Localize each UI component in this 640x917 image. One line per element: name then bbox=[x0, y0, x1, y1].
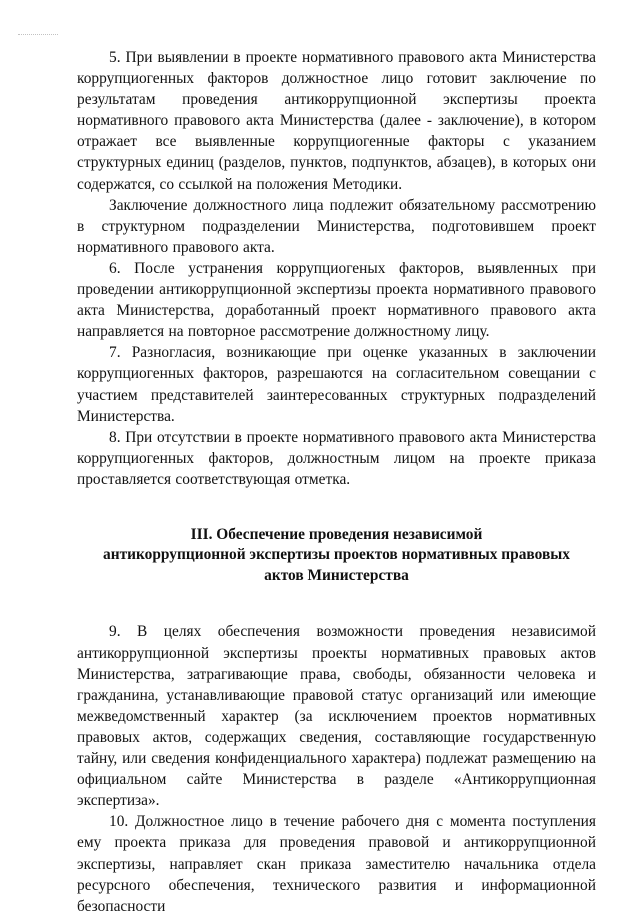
paragraph-conclusion: Заключение должностного лица подлежит обязательному рассмотрению в структурном подразделении Министерства, подготовившем проект нормативного правового акта. bbox=[77, 196, 596, 256]
section-heading-line-3: актов Министерства bbox=[264, 566, 409, 584]
paragraph-9: 9. В целях обеспечения возможности проведения независимой антикоррупционной экспертизы проекты нормативных правовых актов Министерства, затрагивающие права, свободы, обязанности человека и гражданина, устанавливающие правовой статус организаций или имеющие межведомственный характер (за исключением проектов нормативных правовых актов, содержащих сведения, составляющие государственную тайну, или сведения конфиденциального характера) подлежат размещению на официальном сайте Министерства в разделе «Антикоррупционная экспертиза». bbox=[77, 623, 596, 810]
section-heading-line-1: III. Обеспечение проведения независимой bbox=[190, 525, 483, 543]
scan-artifact bbox=[18, 34, 58, 39]
document-body bbox=[77, 47, 596, 917]
section-heading bbox=[77, 525, 596, 587]
paragraph-5: 5. При выявлении в проекте нормативного правового акта Министерства коррупциогенных факторов должностное лицо готовит заключение по результатам проведения антикоррупционной экспертизы проекта нормативного правового акта Министерства (далее - заключение), в котором отражает все выявленные коррупциогенные факторы с указанием структурных единиц (разделов, пунктов, подпунктов, абзацев), в которых они содержатся, со ссылкой на положения Методики. bbox=[77, 49, 596, 193]
paragraph-6: 6. После устранения коррупциогеных факторов, выявленных при проведении антикоррупционной экспертизы проекта нормативного правового акта Министерства, доработанный проект нормативного правового акта направляется на повторное рассмотрение должностному лицу. bbox=[77, 259, 596, 341]
section-heading-line-2: антикоррупционной экспертизы проектов нормативных правовых bbox=[103, 546, 570, 564]
paragraph-8: 8. При отсутствии в проекте нормативного правового акта Министерства коррупциогенных факторов, должностным лицом на проекте приказа проставляется соответствующая отметка. bbox=[77, 428, 596, 488]
paragraph-10: 10. Должностное лицо в течение рабочего дня с момента поступления ему проекта приказа для проведения правовой и антикоррупционной экспертизы, направляет скан приказа заместителю начальника отдела ресурсного обеспечения, технического развития и информационной безопасности bbox=[77, 813, 596, 915]
paragraph-7: 7. Разногласия, возникающие при оценке указанных в заключении коррупциогенных факторов, разрешаются на согласительном совещании с участием представителей заинтересованных структурных подразделений Министерства. bbox=[77, 344, 596, 425]
